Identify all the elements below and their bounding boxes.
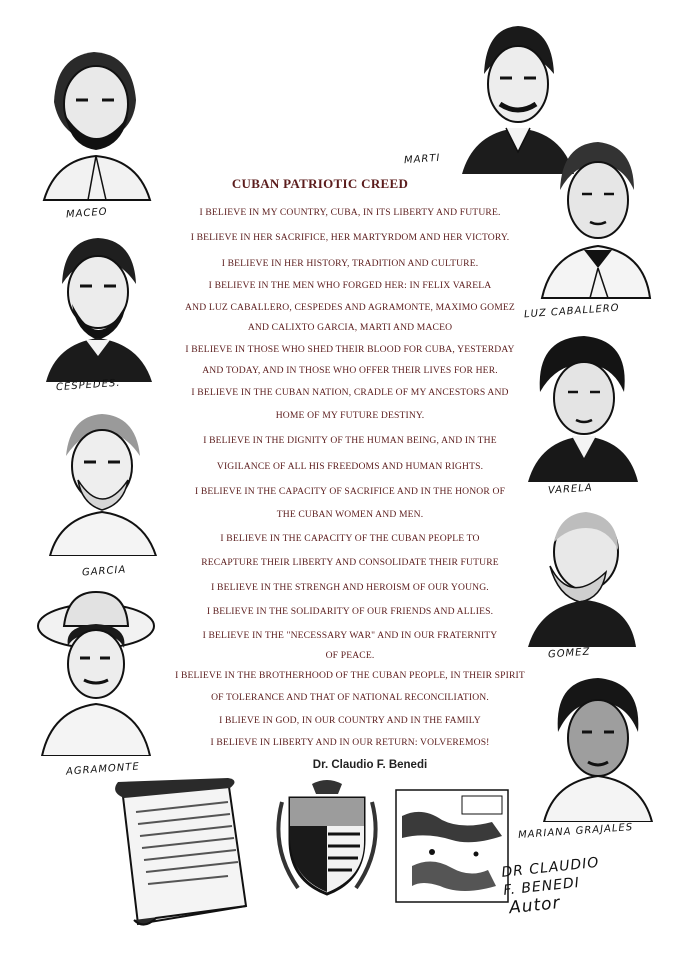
caption-mariana-grajales: MARIANA GRAJALES bbox=[517, 821, 634, 842]
creed-line-15: I BELIEVE IN THE CAPACITY OF THE CUBAN PEOPLE TO bbox=[220, 533, 480, 544]
creed-line-18: I BELIEVE IN THE SOLIDARITY OF OUR FRIENDS AND ALLIES. bbox=[206, 606, 494, 617]
creed-line-21: I BELIEVE IN THE BROTHERHOOD OF THE CUBAN PEOPLE, IN THEIR SPIRIT bbox=[175, 670, 525, 681]
signature-line-3: Autor bbox=[508, 892, 562, 919]
creed-line-19: I BELIEVE IN THE "NECESSARY WAR" AND IN OUR FRATERNITY bbox=[202, 630, 498, 641]
caption-maceo: MACEO bbox=[65, 206, 108, 221]
creed-line-22: OF TOLERANCE AND THAT OF NATIONAL RECONCILIATION. bbox=[211, 692, 489, 703]
creed-line-17: I BELIEVE IN THE STRENGH AND HEROISM OF OUR YOUNG. bbox=[211, 582, 489, 593]
creed-line-2: I BELIEVE IN HER SACRIFICE, HER MARTYRDOM AND HER VICTORY. bbox=[190, 232, 510, 243]
creed-line-4: I BELIEVE IN THE MEN WHO FORGED HER: IN FELIX VARELA bbox=[208, 280, 492, 291]
creed-line-16: RECAPTURE THEIR LIBERTY AND CONSOLIDATE THEIR FUTURE bbox=[201, 557, 499, 568]
caption-gomez: GOMEZ bbox=[547, 646, 591, 661]
creed-line-9: I BELIEVE IN THE CUBAN NATION, CRADLE OF MY ANCESTORS AND bbox=[191, 387, 509, 398]
map-illustration bbox=[392, 786, 512, 906]
handwritten-signature bbox=[501, 848, 656, 917]
caption-varela: VARELA bbox=[547, 482, 594, 497]
creed-line-23: I BLIEVE IN GOD, IN OUR COUNTRY AND IN THE FAMILY bbox=[219, 715, 481, 726]
creed-line-11: I BELIEVE IN THE DIGNITY OF THE HUMAN BEING, AND IN THE bbox=[203, 435, 497, 446]
portrait-gomez bbox=[520, 502, 638, 647]
coat-of-arms-icon bbox=[268, 778, 386, 898]
creed-line-24: I BELIEVE IN LIBERTY AND IN OUR RETURN: VOLVEREMOS! bbox=[210, 737, 490, 748]
creed-line-1: I BELIEVE IN MY COUNTRY, CUBA, IN ITS LIBERTY AND FUTURE. bbox=[199, 207, 501, 218]
creed-line-3: I BELIEVE IN HER HISTORY, TRADITION AND CULTURE. bbox=[221, 258, 479, 269]
signature-line-2: F. BENEDI bbox=[502, 874, 581, 899]
creed-line-5: AND LUZ CABALLERO, CESPEDES AND AGRAMONTE, MAXIMO GOMEZ bbox=[185, 302, 515, 313]
caption-marti: MARTI bbox=[403, 152, 441, 167]
creed-line-6: AND CALIXTO GARCIA, MARTI AND MACEO bbox=[247, 322, 453, 333]
creed-line-14: THE CUBAN WOMEN AND MEN. bbox=[276, 509, 424, 520]
creed-line-8: AND TODAY, AND IN THOSE WHO OFFER THEIR LIVES FOR HER. bbox=[202, 365, 498, 376]
caption-cespedes: CÉSPEDES. bbox=[55, 377, 121, 394]
creed-line-7: I BELIEVE IN THOSE WHO SHED THEIR BLOOD FOR CUBA, YESTERDAY bbox=[185, 344, 515, 355]
portrait-maceo bbox=[36, 42, 156, 202]
signature-line-1: DR CLAUDIO bbox=[500, 854, 601, 881]
caption-agramonte: AGRAMONTE bbox=[65, 761, 141, 778]
creed-line-20: OF PEACE. bbox=[325, 650, 375, 661]
creed-title: CUBAN PATRIOTIC CREED bbox=[231, 176, 409, 191]
creed-line-12: VIGILANCE OF ALL HIS FREEDOMS AND HUMAN RIGHTS. bbox=[216, 461, 484, 472]
creed-line-10: HOME OF MY FUTURE DESTINY. bbox=[275, 410, 425, 421]
scroll-document-illustration bbox=[108, 778, 258, 928]
caption-luz-caballero: LUZ CABALLERO bbox=[523, 302, 621, 321]
caption-garcia: GARCIA bbox=[81, 564, 127, 579]
creed-line-13: I BELIEVE IN THE CAPACITY OF SACRIFICE AND IN THE HONOR OF bbox=[194, 486, 506, 497]
author-name: Dr. Claudio F. Benedi bbox=[312, 759, 428, 771]
